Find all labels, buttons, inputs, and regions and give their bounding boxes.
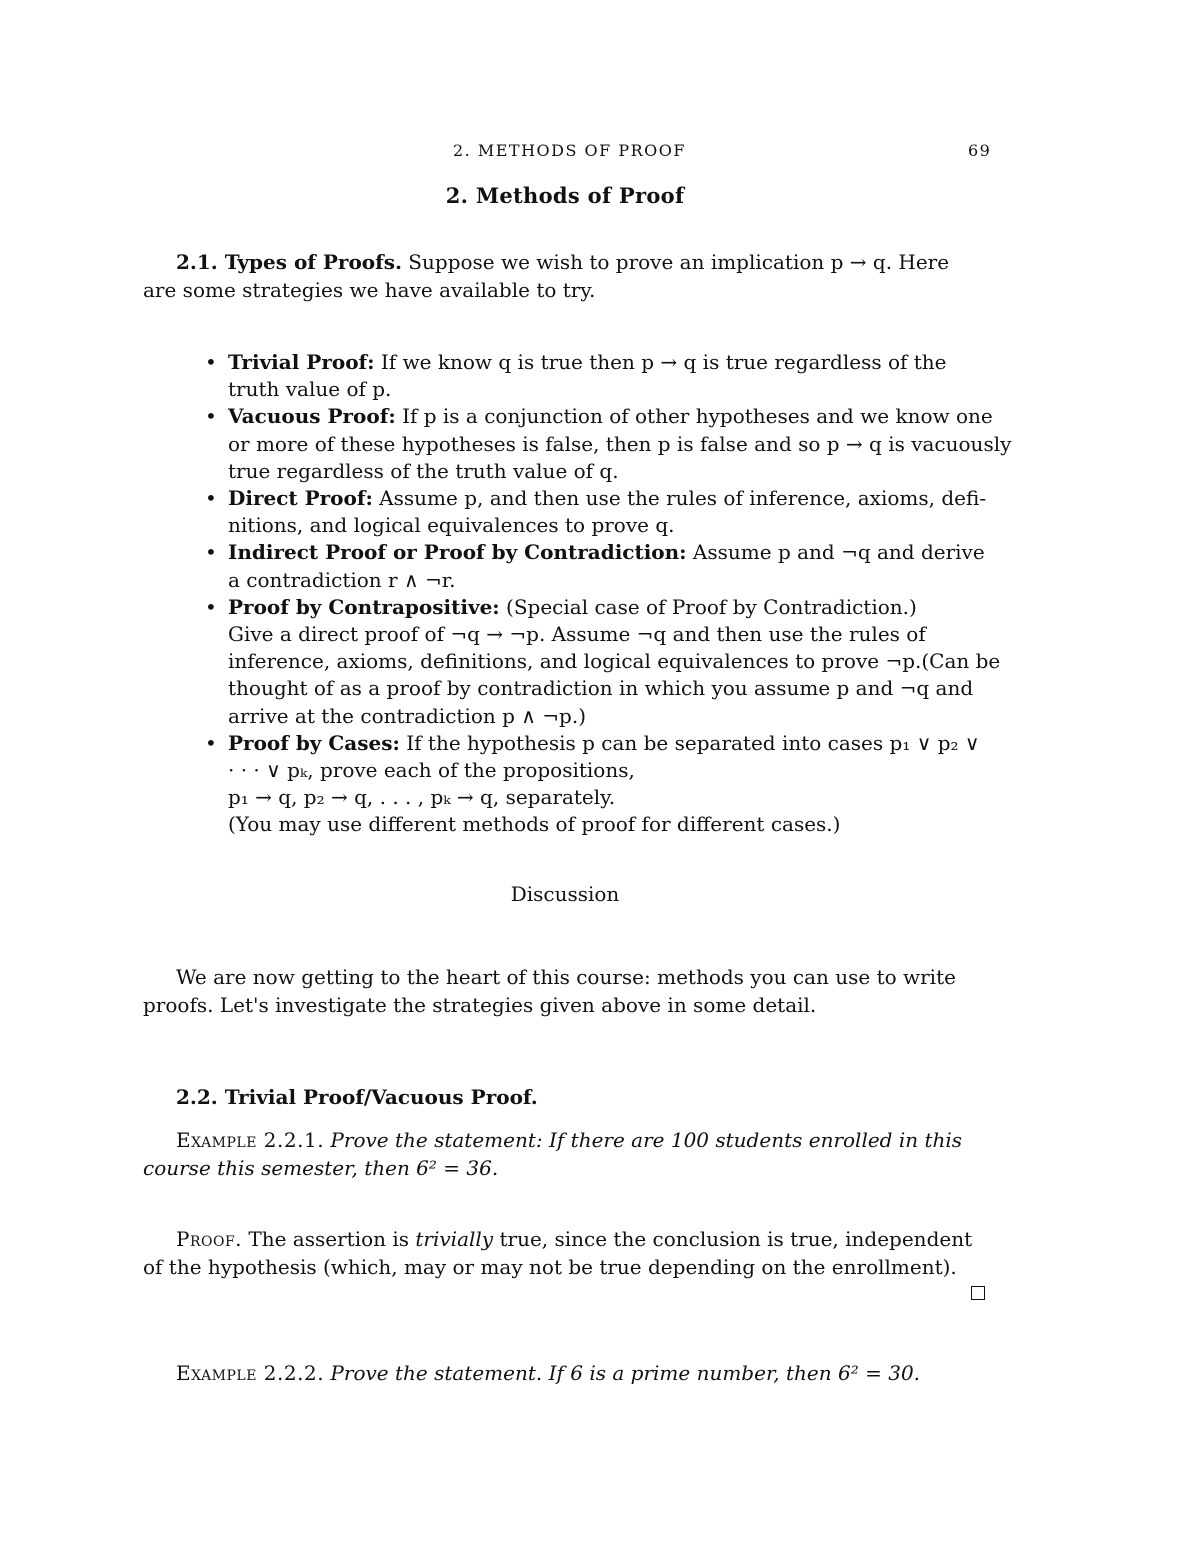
strategy-item: [205, 730, 995, 839]
proof-1-line2: of the hypothesis (which, may or may not be true depending on the enrollment).: [143, 1255, 957, 1279]
strategy-line: [228, 811, 995, 838]
bullet-icon: •: [205, 540, 217, 565]
strategy-text: p₁ → q, p₂ → q, . . . , pₖ → q, separately.: [228, 785, 616, 810]
strategy-text: a contradiction r ∧ ¬r.: [228, 567, 456, 592]
strategy-text: · · · ∨ pₖ, prove each of the propositions,: [228, 758, 635, 783]
page-number: 69: [968, 141, 992, 160]
strategy-line: [228, 458, 995, 485]
subsection-2-1-title: 2.1. Types of Proofs.: [176, 250, 402, 274]
strategy-line: [228, 621, 995, 648]
strategy-text: or more of these hypotheses is false, then p is false and so p → q is vacuously: [228, 431, 1012, 456]
strategy-text: true regardless of the truth value of q.: [228, 458, 619, 483]
discussion-line-2: proofs. Let's investigate the strategies given above in some detail.: [143, 993, 817, 1017]
example-label: Example 2.2.1.: [176, 1128, 325, 1152]
strategy-text: inference, axioms, definitions, and logical equivalences to prove ¬p.(Can be: [228, 649, 1001, 674]
strategy-term: Proof by Contrapositive:: [228, 594, 500, 619]
strategy-line: [228, 431, 1012, 458]
strategy-item: [205, 403, 1012, 485]
qed-box-icon: [971, 1286, 985, 1300]
strategy-item: [205, 539, 995, 593]
example-2-2-1: Example 2.2.1. Prove the statement: If there are 100 students enrolled in this: [176, 1128, 963, 1152]
strategy-text: arrive at the contradiction p ∧ ¬p.): [228, 703, 586, 728]
strategy-line: [228, 539, 995, 566]
strategy-text: If we know q is true then p → q is true regardless of the: [374, 350, 947, 374]
strategy-line: [228, 376, 995, 403]
strategy-line: [228, 594, 995, 621]
subsection-2-2-title: 2.2. Trivial Proof/Vacuous Proof.: [176, 1085, 538, 1109]
example-label: Example 2.2.2.: [176, 1361, 325, 1385]
discussion-line-1: We are now getting to the heart of this course: methods you can use to write: [176, 965, 956, 989]
strategy-list: [205, 349, 1012, 839]
subsection-2-1-intro-line2: are some strategies we have available to try.: [143, 278, 596, 302]
strategy-term: Indirect Proof or Proof by Contradiction:: [228, 540, 687, 565]
strategy-text: If the hypothesis p can be separated into cases p₁ ∨ p₂ ∨: [399, 730, 980, 755]
strategy-text: nitions, and logical equivalences to prove q.: [228, 513, 675, 538]
example-2-2-2: Example 2.2.2. Prove the statement. If 6 is a prime number, then 6² = 30.: [176, 1361, 921, 1385]
strategy-line: [228, 485, 995, 512]
strategy-line: [228, 757, 995, 784]
strategy-text: (Special case of Proof by Contradiction.): [499, 594, 917, 619]
subsection-2-1-intro: 2.1. Types of Proofs. Suppose we wish to prove an implication p → q. Here: [176, 250, 950, 274]
strategy-line: [228, 512, 995, 539]
section-title: 2. Methods of Proof: [445, 183, 685, 208]
bullet-icon: •: [205, 486, 217, 511]
strategy-item: [205, 594, 1001, 730]
strategy-line: [228, 784, 995, 811]
strategy-text: (You may use different methods of proof for different cases.): [228, 812, 841, 837]
strategy-text: Assume p and ¬q and derive: [686, 540, 985, 565]
strategy-text: If p is a conjunction of other hypotheses and we know one: [395, 404, 993, 429]
strategy-item: [205, 485, 995, 539]
strategy-line: [228, 703, 995, 730]
strategy-text: thought of as a proof by contradiction in which you assume p and ¬q and: [228, 676, 974, 701]
bullet-icon: •: [205, 594, 217, 619]
running-header-title: 2. METHODS OF PROOF: [453, 141, 686, 160]
strategy-term: Trivial Proof:: [228, 350, 375, 374]
bullet-icon: •: [205, 730, 217, 755]
strategy-line: [228, 349, 995, 376]
bullet-icon: •: [205, 404, 217, 429]
strategy-item: [205, 349, 995, 403]
strategy-line: [228, 675, 995, 702]
proof-1: Proof. The assertion is trivially true, since the conclusion is true, independent: [176, 1227, 973, 1251]
strategy-line: [228, 648, 1001, 675]
strategy-line: [228, 730, 995, 757]
proof-label: Proof.: [176, 1227, 243, 1251]
strategy-text: Give a direct proof of ¬q → ¬p. Assume ¬q and then use the rules of: [228, 622, 926, 647]
strategy-term: Vacuous Proof:: [228, 404, 396, 429]
example-2-2-1-line2: course this semester, then 6² = 36.: [143, 1156, 499, 1180]
strategy-line: [228, 403, 995, 430]
strategy-line: [228, 567, 995, 594]
discussion-heading: Discussion: [510, 882, 620, 906]
strategy-text: Assume p, and then use the rules of inference, axioms, defi-: [372, 486, 987, 511]
strategy-term: Proof by Cases:: [228, 730, 400, 755]
strategy-term: Direct Proof:: [228, 486, 373, 511]
bullet-icon: •: [205, 350, 217, 374]
strategy-text: truth value of p.: [228, 377, 392, 402]
